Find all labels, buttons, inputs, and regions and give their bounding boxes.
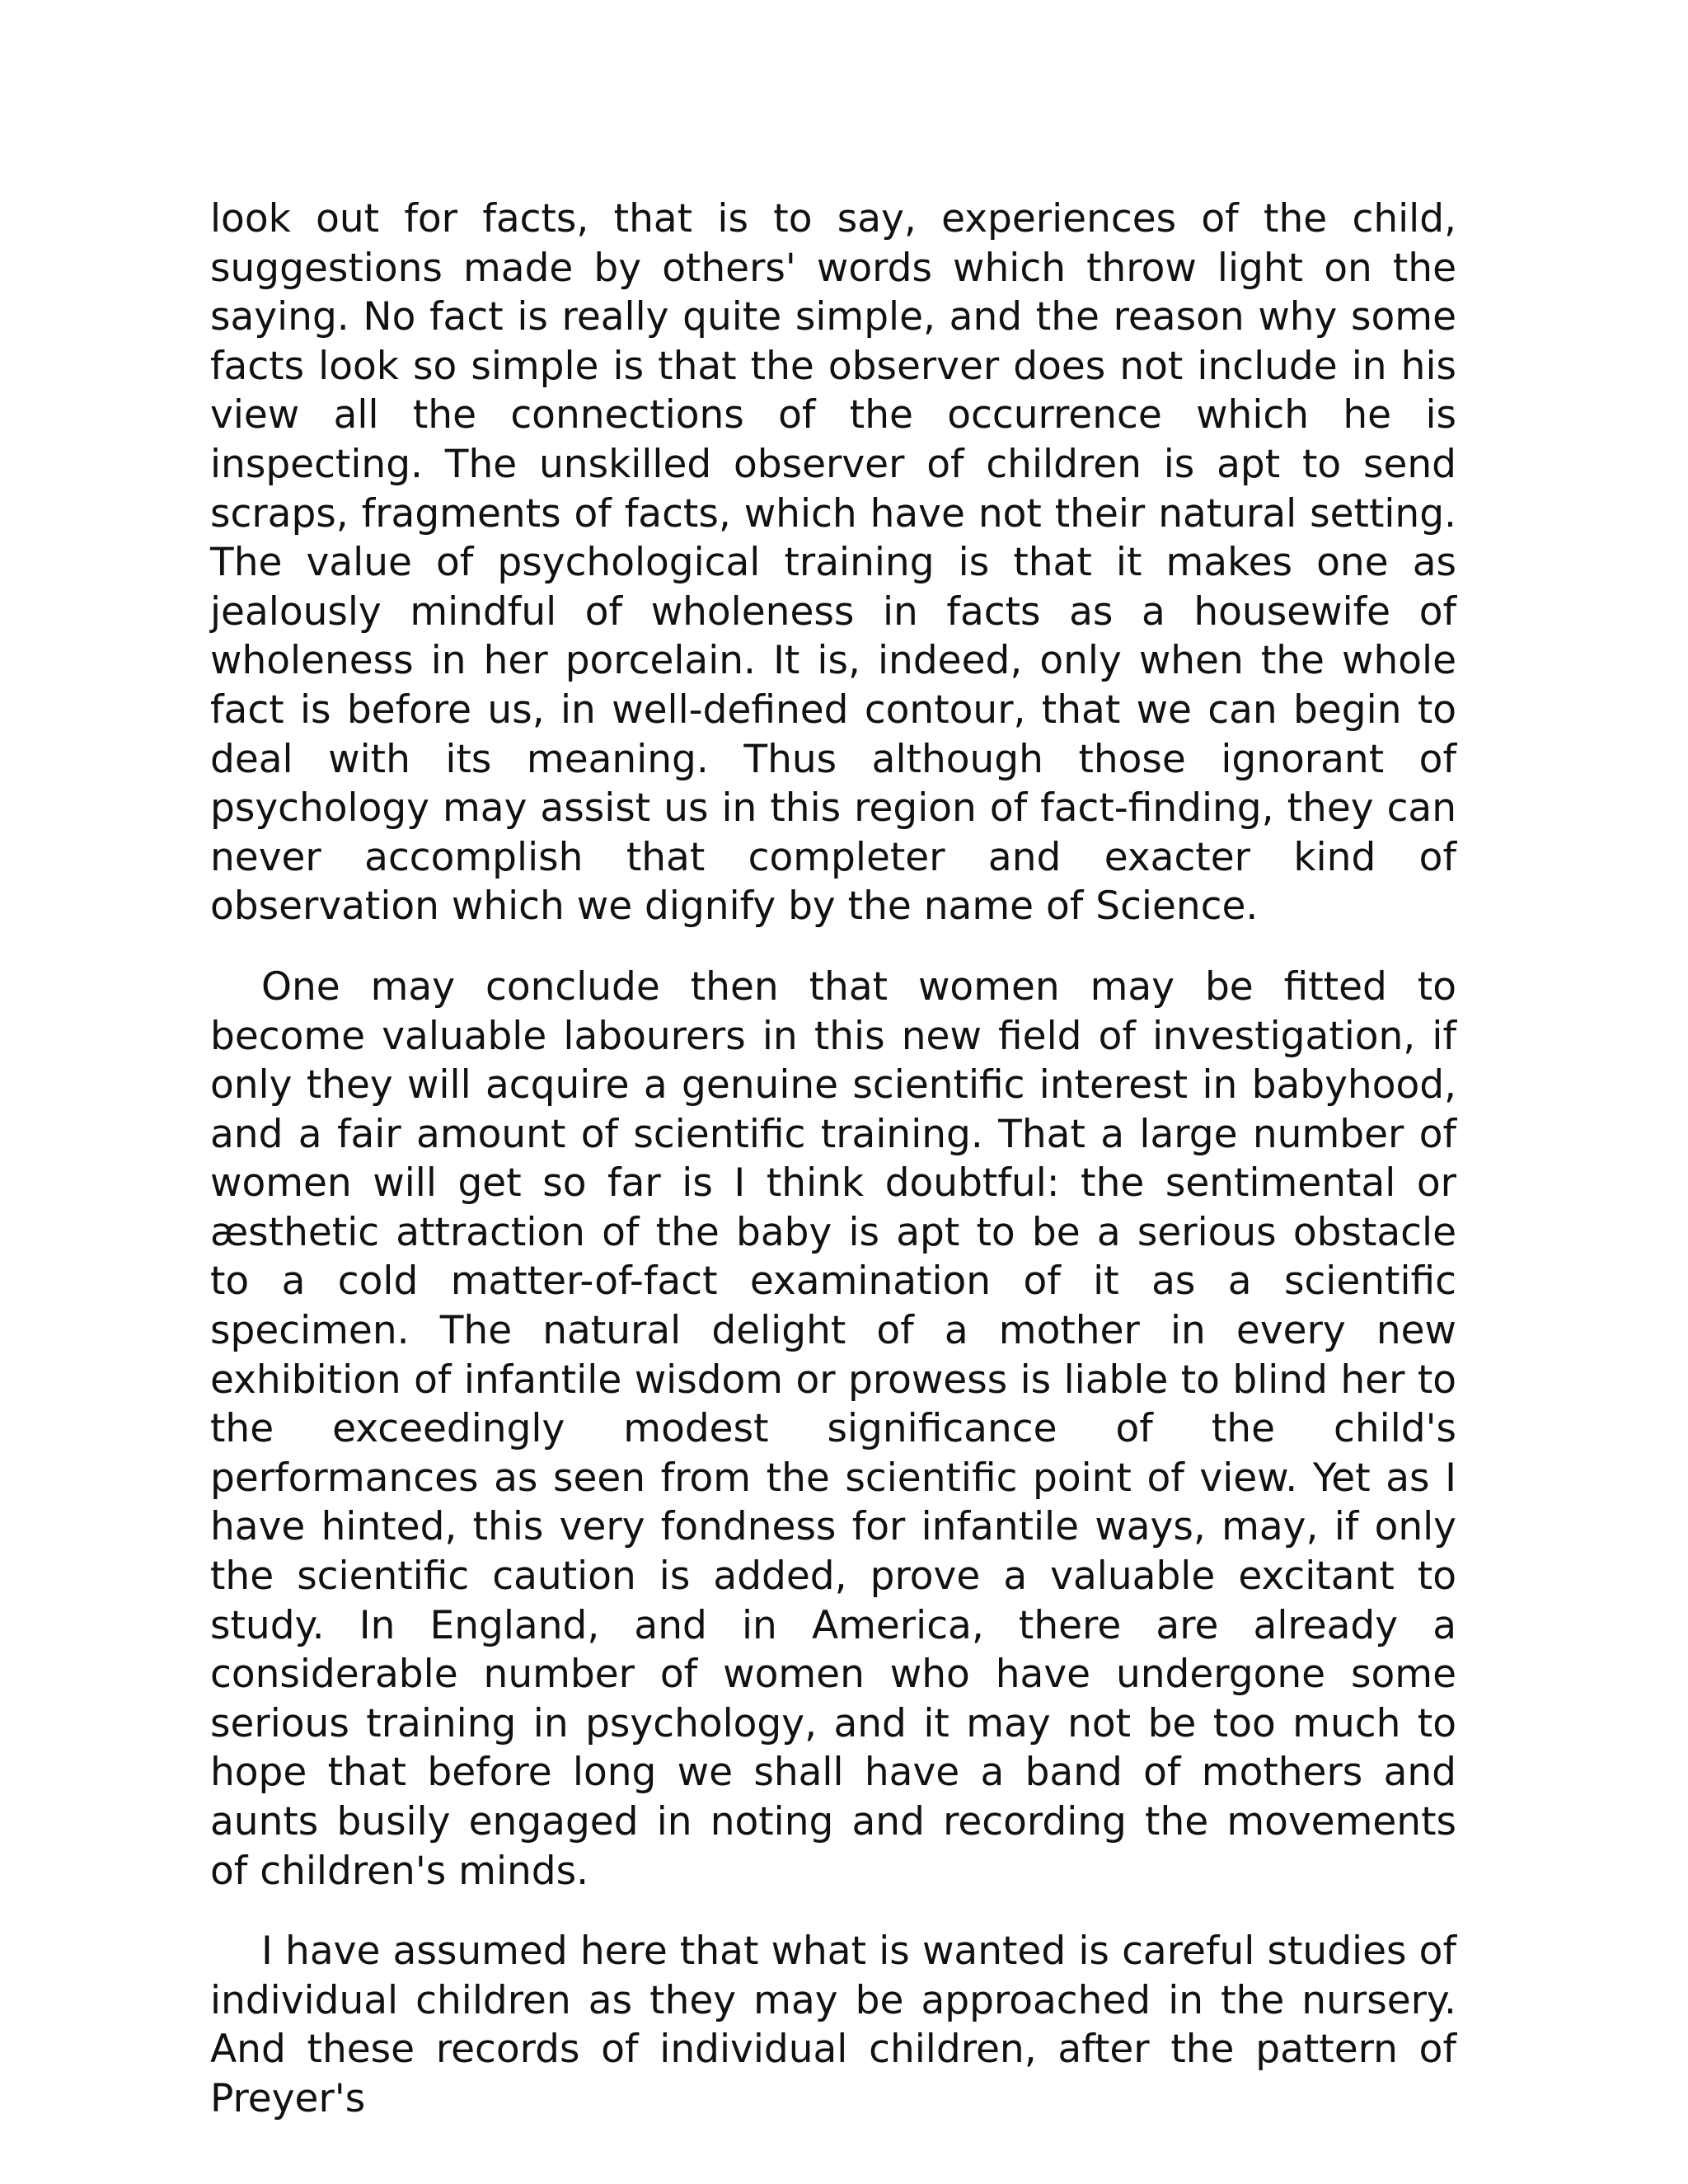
paragraph-1: look out for facts, that is to say, experiences of the child, suggestions made by others' words which throw light on the saying. No fact is really quite simple, and the reason why some facts look so simple is that the observer does not include in his view all the connections of the occurrence which he is inspecting. The unskilled observer of children is apt to send scraps, fragments of facts, which have not their natural setting. The value of psychological training is that it makes one as jealously mindful of wholeness in facts as a housewife of wholeness in her porcelain. It is, indeed, only when the whole fact is before us, in well-defined contour, that we can begin to deal with its meaning. Thus although those ignorant of psychology may assist us in this region of fact-finding, they can never accomplish that completer and exacter kind of observation which we dignify by the name of Science. xyxy=(210,196,1456,930)
body-text xyxy=(210,194,1456,2124)
paragraph-3: I have assumed here that what is wanted is careful studies of individual children as they may be approached in the nursery. And these records of individual children, after the pattern of Preyer's xyxy=(210,1929,1456,2121)
paragraph-2: One may conclude then that women may be fitted to become valuable labourers in this new field of investigation, if only they will acquire a genuine scientific interest in babyhood, and a fair amount of scientific training. That a large number of women will get so far is I think doubtful: the sentimental or æsthetic attraction of the baby is apt to be a serious obstacle to a cold matter-of-fact examination of it as a scientific specimen. The natural delight of a mother in every new exhibition of infantile wisdom or prowess is liable to blind her to the exceedingly modest significance of the child's performances as seen from the scientific point of view. Yet as I have hinted, this very fondness for infantile ways, may, if only the scientific caution is added, prove a valuable excitant to study. In England, and in America, there are already a considerable number of women who have undergone some serious training in psychology, and it may not be too much to hope that before long we shall have a band of mothers and aunts busily engaged in noting and recording the movements of children's minds. xyxy=(210,963,1456,1894)
